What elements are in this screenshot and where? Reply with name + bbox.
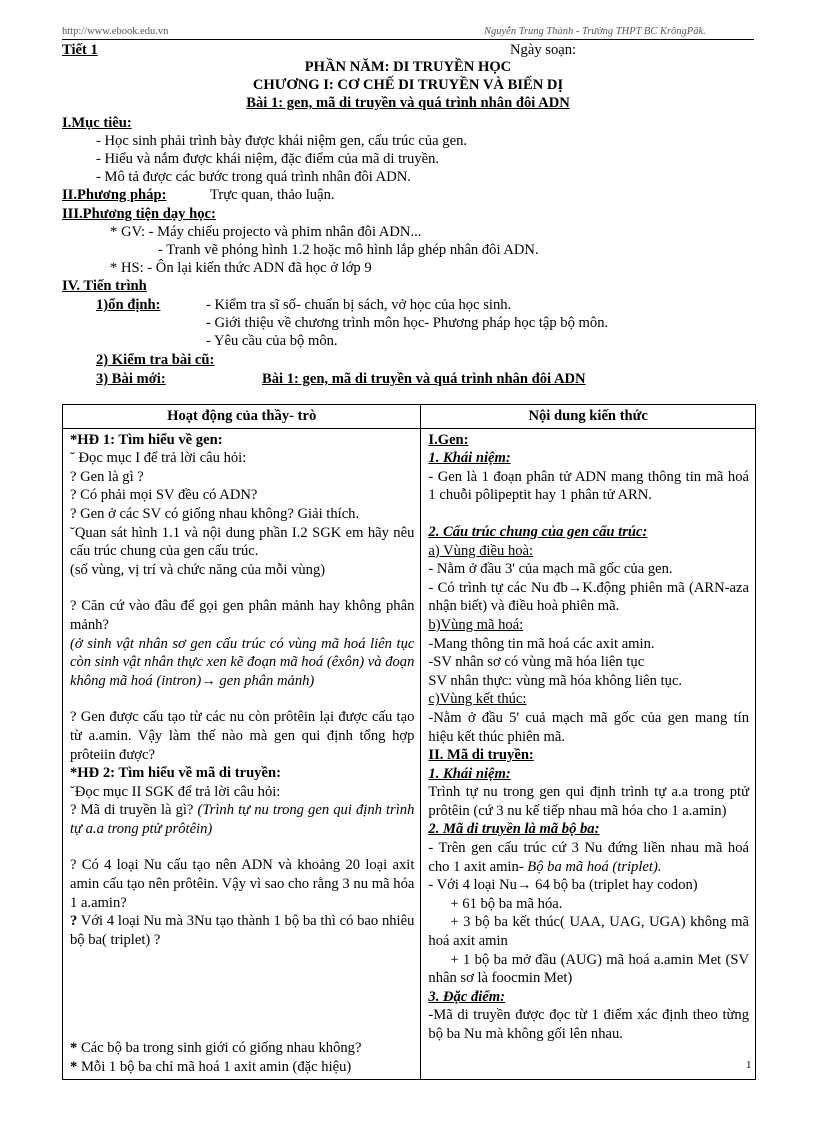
- chapter-title: CHƯƠNG I: CƠ CHẾ DI TRUYỀN VÀ BIẾN DỊ: [252, 77, 564, 93]
- content-line: - Có trình tự các Nu đb→K.động phiên mã (ARN-aza nhận biết) và điều hoà phiên mã.: [428, 579, 749, 615]
- activity-text: Mỗi 1 bộ ba chỉ mã hoá 1 axit amin (đặc hiệu): [77, 1059, 352, 1076]
- activity-line: ˘Quan sát hình 1.1 và nội dung phần I.2 SGK em hãy nêu cấu trúc chung của gen cấu trúc.: [70, 524, 415, 560]
- activity-answer: (Trình tự nu trong gen qui định trình tự a.a trong ptử prôtêin): [70, 802, 415, 837]
- activity-question: Với 4 loại Nu mà 3Nu tạo thành 1 bộ ba thì có bao nhiêu bộ ba( triplet) ?: [70, 913, 415, 948]
- content-line: Trình tự nu trong gen qui định trình tự a.a trong ptử prôtêin (cứ 3 nu kế tiếp nhau mã hóa cho 1 a.amin): [428, 784, 749, 819]
- page-number: 1: [746, 1059, 752, 1071]
- table-header-activities: Hoạt động của thầy- trò: [63, 405, 421, 429]
- region-termination: c)Vùng kết thúc:: [428, 691, 527, 708]
- activity-line: [70, 1058, 414, 1077]
- new-lesson-label: 3) Bài mới:: [96, 371, 166, 387]
- region-coding: b)Vùng mã hoá:: [428, 616, 524, 633]
- activity-line: ? Gen ở các SV có giống nhau không? Giải thích.: [70, 505, 360, 522]
- activity-line: [70, 1039, 414, 1058]
- review-label: 2) Kiểm tra bài cũ:: [96, 352, 215, 368]
- objectives-heading: I.Mục tiêu:: [62, 115, 132, 131]
- content-line: + 1 bộ ba mở đầu (AUG) mã hoá a.amin Met (SV nhân sơ là foocmin Met): [428, 951, 749, 987]
- new-lesson-title: Bài 1: gen, mã di truyền và quá trình nhân đôi ADN: [262, 371, 586, 387]
- activity-2-heading: *HĐ 2: Tìm hiểu về mã di truyền:: [70, 765, 281, 782]
- activity-answer: (ở sinh vật nhân sơ gen cấu trúc có vùng mã hoá liên tục còn sinh vật nhân thực xen kẽ đoạn mã hoá (êxôn) và đoạn không mã hoá (intron)→ gen phân mảnh): [70, 635, 415, 689]
- activity-line: ? Gen là gì ?: [70, 468, 144, 485]
- stabilize-item: - Giới thiệu về chương trình môn học- Phương pháp học tập bộ môn.: [206, 315, 609, 331]
- content-cell: [421, 428, 756, 1079]
- content-emphasis: Bộ ba mã hoá (triplet).: [527, 858, 662, 875]
- content-line: - Nằm ở đầu 3' của mạch mã gốc của gen.: [428, 561, 673, 578]
- lesson-table: [62, 404, 756, 1080]
- header-divider: [62, 39, 754, 40]
- activity-line: [70, 912, 414, 949]
- content-line: + 61 bộ ba mã hóa.: [450, 895, 563, 912]
- content-line: -Mã di truyền được đọc từ 1 điểm xác định theo từng bộ ba Nu mà không gối lên nhau.: [428, 1007, 749, 1042]
- date-label: Ngày soạn:: [510, 42, 577, 58]
- activity-line: ? Căn cứ vào đâu để gọi gen phân mảnh hay không phân mảnh?: [70, 598, 415, 633]
- bullet-star: *: [70, 1040, 78, 1057]
- content-line: -Mang thông tin mã hoá các axit amin.: [428, 635, 655, 652]
- objective-item: - Mô tả được các bước trong quá trình nhân đôi ADN.: [96, 169, 411, 185]
- activity-line: [70, 801, 414, 838]
- content-line: -SV nhân sơ có vùng mã hóa liên tục: [428, 654, 645, 671]
- content-line: - Gen là 1 đoạn phân tử ADN mang thông tin mã hoá 1 chuỗi pôlipeptit hay 1 phân tử ARN.: [428, 468, 749, 504]
- region-regulatory: a) Vùng điều hoà:: [428, 542, 534, 559]
- materials-gv-1: * GV: - Máy chiếu projecto và phim nhân đôi ADN...: [110, 224, 422, 240]
- objective-item: - Học sinh phải trình bày được khái niệm gen, cấu trúc của gen.: [96, 133, 468, 149]
- activities-cell: [63, 428, 421, 1079]
- activity-line: ? Có 4 loại Nu cấu tạo nên ADN và khoảng 20 loại axit amin cấu tạo nên prôtêin. Vậy vì sao cho rằng 3 nu mã hóa 1 a.amin?: [70, 857, 415, 911]
- subsection-definition: 1. Khái niệm:: [428, 765, 511, 782]
- subsection-triplet: 2. Mã di truyền là mã bộ ba:: [428, 821, 600, 838]
- question-mark: ?: [70, 913, 78, 930]
- activity-line: ˘ Đọc mục I để trả lời câu hỏi:: [70, 450, 247, 467]
- activity-line: (số vùng, vị trí và chức năng của mỗi vùng): [70, 561, 326, 578]
- procedure-heading: IV. Tiến trình: [62, 278, 147, 294]
- header-url[interactable]: http://www.ebook.edu.vn: [62, 26, 169, 37]
- content-line: + 3 bộ ba kết thúc( UAA, UAG, UGA) không mã hoá axit amin: [428, 914, 749, 950]
- method-heading: II.Phương pháp:: [62, 187, 167, 203]
- header-author: Nguyễn Trung Thành - Trường THPT BC KrôngPăk.: [484, 26, 706, 37]
- lesson-title: Bài 1: gen, mã di truyền và quá trình nhân đôi ADN: [246, 95, 570, 111]
- activity-question: ? Mã di truyền là gì?: [70, 802, 198, 819]
- activity-line: ? Có phải mọi SV đều có ADN?: [70, 487, 258, 504]
- stabilize-item: - Kiểm tra sĩ số- chuẩn bị sách, vở học của học sinh.: [206, 297, 512, 313]
- section-gen: I.Gen:: [428, 431, 469, 448]
- stabilize-item: - Yêu cầu của bộ môn.: [206, 333, 338, 349]
- content-line: - Với 4 loại Nu→ 64 bộ ba (triplet hay codon): [428, 877, 698, 894]
- part-title: PHẦN NĂM: DI TRUYỀN HỌC: [304, 59, 512, 75]
- subsection-structure: 2. Cấu trúc chung của gen cấu trúc:: [428, 523, 648, 540]
- content-line: SV nhân thực: vùng mã hóa không liên tục.: [428, 672, 683, 689]
- table-header-content: Nội dung kiến thức: [421, 405, 756, 429]
- method-value: Trực quan, thảo luận.: [210, 187, 335, 203]
- objective-item: - Hiểu và nắm được khái niệm, đặc điểm của mã di truyền.: [96, 151, 440, 167]
- bullet-star: *: [70, 1059, 78, 1076]
- content-text: - Trên gen cấu trúc cứ 3 Nu đứng liền nhau mã hoá cho 1 axit amin-: [428, 840, 749, 875]
- content-line: -Nằm ở đầu 5' cuả mạch mã gốc của gen mang tín hiệu kết thúc phiên mã.: [428, 709, 749, 745]
- materials-gv-2: - Tranh vẽ phóng hình 1.2 hoặc mô hình lắp ghép nhân đôi ADN.: [158, 242, 539, 258]
- activity-1-heading: *HĐ 1: Tìm hiểu về gen:: [70, 431, 223, 448]
- subsection-features: 3. Đặc điểm:: [428, 988, 505, 1005]
- content-line: [428, 839, 749, 876]
- activity-line: ? Gen được cấu tạo từ các nu còn prôtêin lại được cấu tạo từ a.amin. Vậy làm thế nào mà gen qui định tổng hợp prôteiin được?: [70, 709, 415, 763]
- materials-heading: III.Phương tiện dạy học:: [62, 206, 216, 222]
- activity-text: Các bộ ba trong sinh giới có giống nhau không?: [77, 1040, 362, 1057]
- materials-hs: * HS: - Ôn lại kiến thức ADN đã học ở lớp 9: [110, 260, 372, 276]
- subsection-definition: 1. Khái niệm:: [428, 450, 511, 467]
- activity-line: ˘Đọc mục II SGK để trả lời câu hỏi:: [70, 783, 281, 800]
- lesson-number: Tiết 1: [62, 42, 98, 58]
- section-genetic-code: II. Mã di truyền:: [428, 747, 534, 764]
- stabilize-label: 1)ổn định:: [96, 297, 161, 313]
